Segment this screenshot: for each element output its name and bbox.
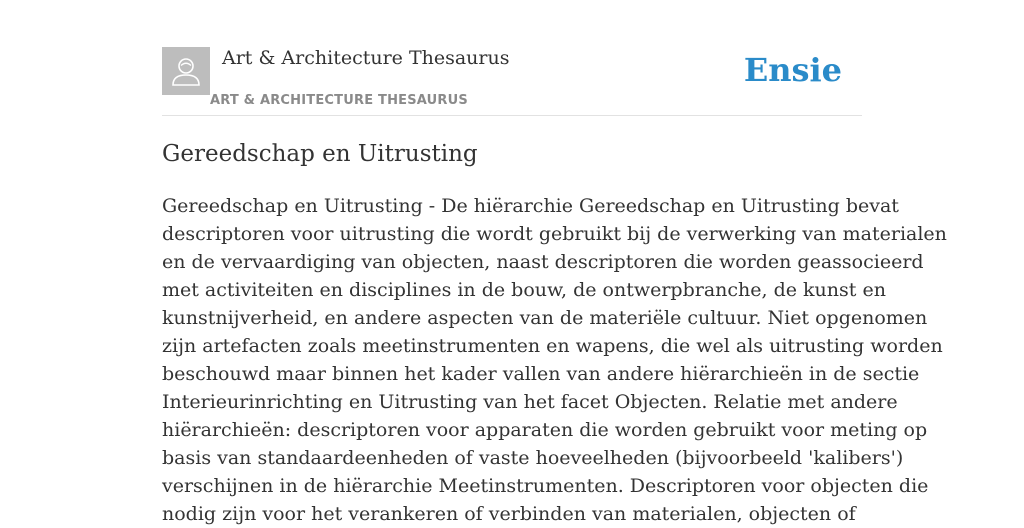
article-body-line: Gereedschap en Uitrusting - De hiërarchie Gereedschap en Uitrusting bevat bbox=[162, 195, 899, 217]
article-title: Gereedschap en Uitrusting bbox=[162, 141, 478, 167]
article-body-line: descriptoren voor uitrusting die wordt gebruikt bij de verwerking van materialen bbox=[162, 223, 947, 245]
article-body-line: verschijnen in de hiërarchie Meetinstrumenten. Descriptoren voor objecten die bbox=[162, 475, 929, 497]
article-body-line: Interieurinrichting en Uitrusting van het facet Objecten. Relatie met andere bbox=[162, 391, 898, 413]
article-body-line: zijn artefacten zoals meetinstrumenten en wapens, die wel als uitrusting worden bbox=[162, 335, 943, 357]
article-body-line: nodig zijn voor het verankeren of verbinden van materialen, objecten of bbox=[162, 503, 856, 525]
article-body-line: en de vervaardiging van objecten, naast descriptoren die worden geassocieerd bbox=[162, 251, 924, 273]
article-header bbox=[162, 0, 862, 116]
article-body bbox=[162, 192, 947, 528]
article-body-line: beschouwd maar binnen het kader vallen van andere hiërarchieën in de sectie bbox=[162, 363, 920, 385]
article-body-line: kunstnijverheid, en andere aspecten van de materiële cultuur. Niet opgenomen bbox=[162, 307, 928, 329]
article-body-line: met activiteiten en disciplines in de bouw, de ontwerpbranche, de kunst en bbox=[162, 279, 886, 301]
author-name-link[interactable]: Art & Architecture Thesaurus bbox=[222, 47, 510, 69]
user-avatar-icon[interactable] bbox=[162, 47, 210, 95]
article-body-line: hiërarchieën: descriptoren voor apparaten die worden gebruikt voor meting op bbox=[162, 419, 928, 441]
user-avatar-icon-graphic bbox=[162, 47, 210, 95]
ensie-logo[interactable]: Ensie bbox=[743, 51, 842, 89]
article-body-line: basis van standaardeenheden of vaste hoeveelheden (bijvoorbeeld 'kalibers') bbox=[162, 447, 904, 469]
author-subtitle[interactable]: ART & ARCHITECTURE THESAURUS bbox=[210, 93, 468, 108]
page-container bbox=[162, 0, 947, 525]
